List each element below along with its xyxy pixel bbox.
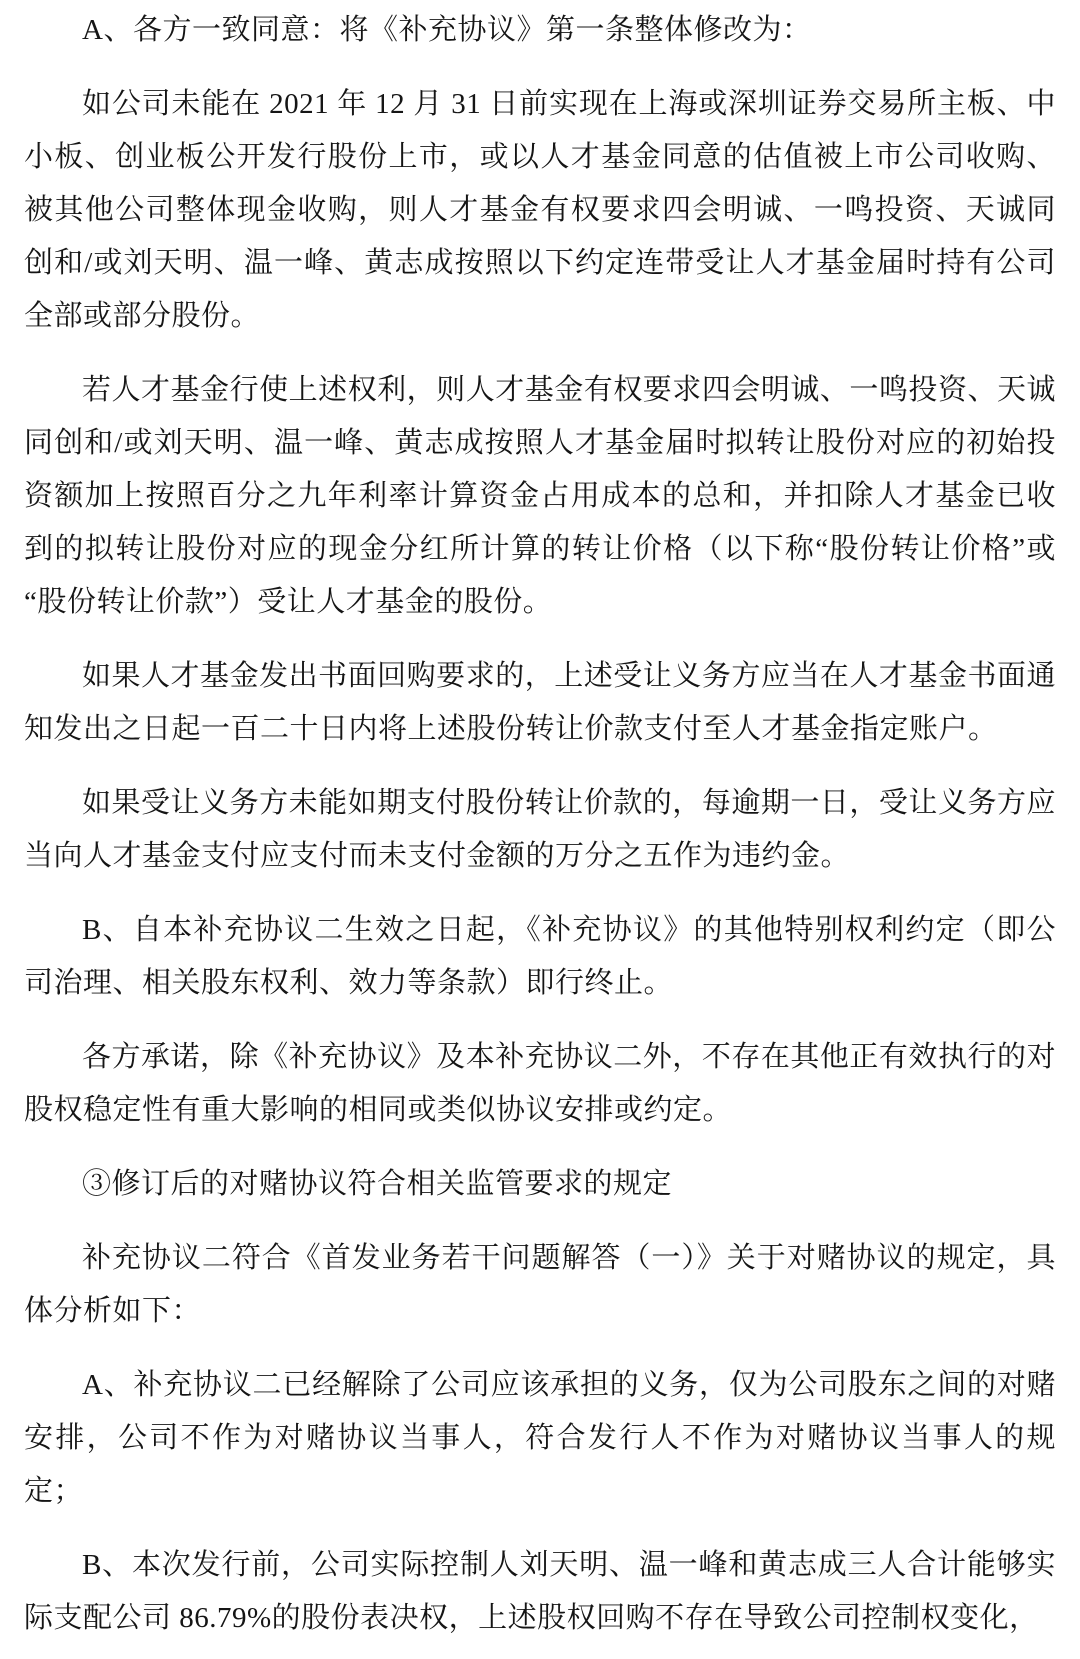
paragraph-payment-deadline: 如果人才基金发出书面回购要求的，上述受让义务方应当在人才基金书面通知发出之日起一百二十日内将上述股份转让价款支付至人才基金指定账户。 <box>24 660 1056 745</box>
paragraph-item3-heading: ③修订后的对赌协议符合相关监管要求的规定 <box>82 1168 673 1200</box>
paragraph-section-a-heading: A、各方一致同意：将《补充协议》第一条整体修改为： <box>82 14 812 46</box>
paragraph-analysis-a: A、补充协议二已经解除了公司应该承担的义务，仅为公司股东之间的对赌安排，公司不作为对赌协议当事人，符合发行人不作为对赌协议当事人的规定； <box>24 1369 1056 1507</box>
paragraph-late-penalty: 如果受让义务方未能如期支付股份转让价款的，每逾期一日，受让义务方应当向人才基金支付应支付而未支付金额的万分之五作为违约金。 <box>24 787 1056 872</box>
paragraph-transfer-price: 若人才基金行使上述权利，则人才基金有权要求四会明诚、一鸣投资、天诚同创和/或刘天明、温一峰、黄志成按照人才基金届时拟转让股份对应的初始投资额加上按照百分之九年利率计算资金占用成本的总和，并扣除人才基金已收到的拟转让股份对应的现金分红所计算的转让价格（以下称“股份转让价格”或“股份转让价款”）受让人才基金的股份。 <box>24 374 1056 618</box>
paragraph-section-b-termination: B、自本补充协议二生效之日起，《补充协议》的其他特别权利约定（即公司治理、相关股东权利、效力等条款）即行终止。 <box>24 914 1056 999</box>
paragraph-compliance-intro: 补充协议二符合《首发业务若干问题解答（一）》关于对赌协议的规定，具体分析如下： <box>24 1242 1056 1327</box>
paragraph-parties-commitment: 各方承诺，除《补充协议》及本补充协议二外，不存在其他正有效执行的对股权稳定性有重大影响的相同或类似协议安排或约定。 <box>24 1041 1056 1126</box>
paragraph-analysis-b: B、本次发行前，公司实际控制人刘天明、温一峰和黄志成三人合计能够实际支配公司 86.79%的股份表决权，上述股权回购不存在导致公司控制权变化， <box>24 1549 1056 1634</box>
document-content <box>24 4 1056 1659</box>
paragraph-listing-condition: 如公司未能在 2021 年 12 月 31 日前实现在上海或深圳证券交易所主板、中小板、创业板公开发行股份上市，或以人才基金同意的估值被上市公司收购、被其他公司整体现金收购，则人才基金有权要求四会明诚、一鸣投资、天诚同创和/或刘天明、温一峰、黄志成按照以下约定连带受让人才基金届时持有公司全部或部分股份。 <box>24 88 1056 332</box>
